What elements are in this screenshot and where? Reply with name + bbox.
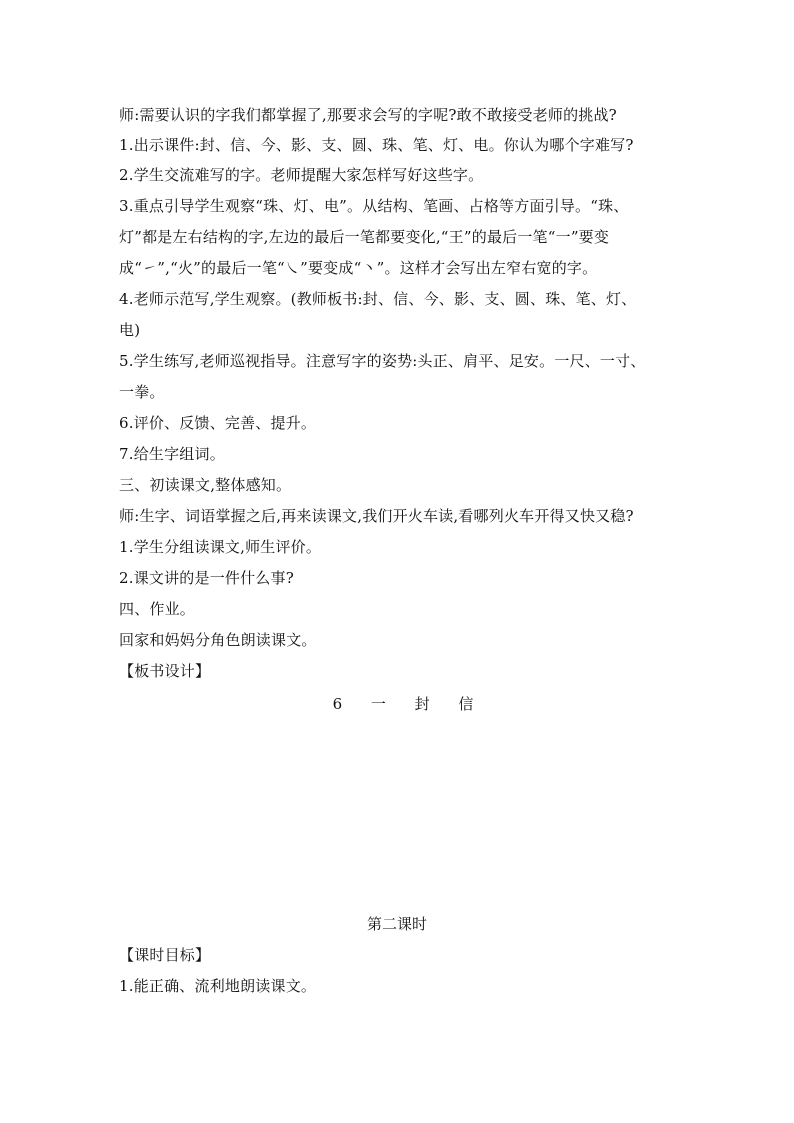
paragraph-line: 4.老师示范写,学生观察。(教师板书:封、信、今、影、支、圆、珠、笔、灯、 [119, 290, 637, 308]
paragraph-line: 3.重点引导学生观察“珠、灯、电”。从结构、笔画、占格等方面引导。“珠、 [119, 197, 629, 215]
section-heading: 三、初读课文,整体感知。 [119, 476, 292, 494]
paragraph-line: 7.给生字组词。 [119, 445, 225, 463]
paragraph-line: 电) [119, 321, 141, 339]
paragraph-line: 灯”都是左右结构的字,左边的最后一笔都要变化,“王”的最后一笔“一”要变 [119, 228, 610, 246]
paragraph-line: 师:需要认识的字我们都掌握了,那要求会写的字呢?敢不敢接受老师的挑战? [119, 106, 617, 124]
paragraph-line: 5.学生练写,老师巡视指导。注意写字的姿势:头正、肩平、足安。一尺、一寸、 [119, 352, 646, 370]
paragraph-line: 2.学生交流难写的字。老师提醒大家怎样写好这些字。 [119, 166, 484, 184]
paragraph-line: 2.课文讲的是一件什么事? [119, 569, 294, 587]
paragraph-line: 成“㇀”,“火”的最后一笔“㇏”要变成“丶”。这样才会写出左窄右宽的字。 [119, 259, 598, 277]
board-title: 6 一 封 信 [332, 695, 486, 713]
board-design-heading: 【板书设计】 [119, 662, 211, 680]
paragraph-line: 1.出示课件:封、信、今、影、支、圆、珠、笔、灯、电。你认为哪个字难写? [119, 136, 634, 154]
goals-heading: 【课时目标】 [119, 946, 211, 964]
paragraph-line: 1.学生分组读课文,师生评价。 [119, 538, 322, 556]
paragraph-line: 师:生字、词语掌握之后,再来读课文,我们开火车读,看哪列火车开得又快又稳? [119, 507, 634, 525]
section-title: 第二课时 [366, 915, 427, 933]
paragraph-line: 回家和妈妈分角色朗读课文。 [119, 631, 317, 649]
paragraph-line: 6.评价、反馈、完善、提升。 [119, 414, 317, 432]
section-heading: 四、作业。 [119, 600, 196, 618]
goal-item: 1.能正确、流利地朗读课文。 [119, 977, 317, 995]
paragraph-line: 一拳。 [119, 383, 165, 401]
